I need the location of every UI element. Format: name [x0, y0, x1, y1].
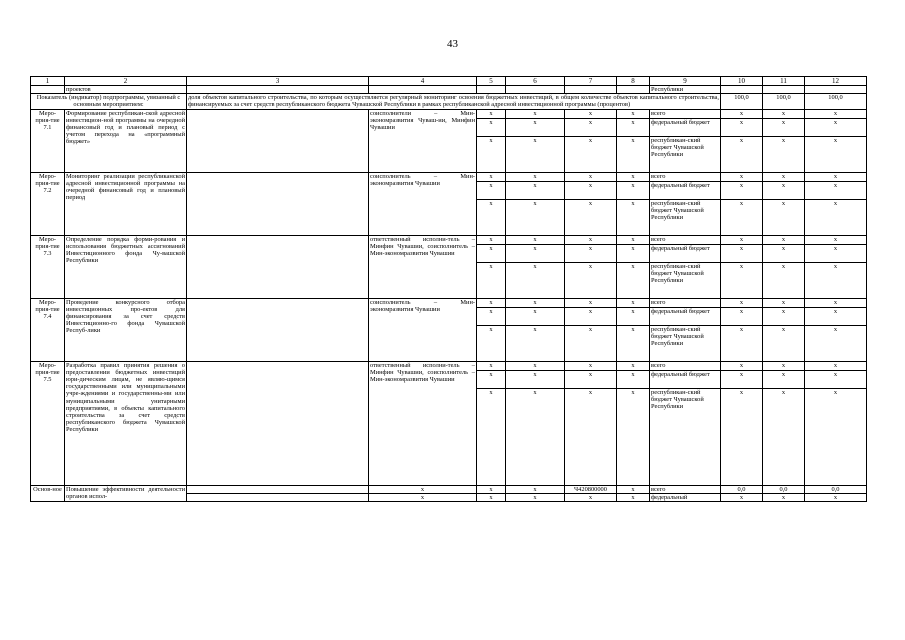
x-cell: x: [721, 262, 763, 298]
measure-number: Основ-ное: [31, 485, 65, 501]
x-cell: x: [805, 109, 867, 118]
x-cell: x: [805, 493, 867, 501]
x-cell: x: [477, 181, 506, 199]
measure-name: Определение порядка форми-рования и использования бюджетных ассигнований Инвестиционного фонда Чу-вашской Республики: [65, 235, 187, 298]
indicator-text: доля объектов капитального строительства, по которым осуществляется регулярный мониторинг освоения бюджетных инвестиций, в общем количестве объектов капитального строительства, финансируемых за счет средств республиканского бюджета Чувашской Республики в рамках республиканской адресной инвестиционной программы (процентов): [188, 94, 719, 109]
header-cell: 8: [617, 77, 650, 86]
measure-name: Повышение эффективности деятельности органов испол-: [66, 485, 185, 500]
funding-source: всего: [650, 172, 721, 181]
x-cell: x: [805, 325, 867, 361]
x-cell: x: [763, 388, 805, 485]
header-cell: 6: [506, 77, 565, 86]
x-cell: x: [721, 235, 763, 244]
funding-source: республикан-ский бюджет Чувашской Республики: [650, 262, 721, 298]
x-cell: x: [721, 244, 763, 262]
x-cell: x: [506, 235, 565, 244]
x-cell: x: [805, 235, 867, 244]
x-cell: x: [721, 325, 763, 361]
x-cell: x: [477, 493, 506, 501]
x-cell: x: [565, 307, 617, 325]
amount-cell: 0,0: [763, 485, 805, 493]
x-cell: x: [506, 298, 565, 307]
measure-name: Проведение конкурсного отбора инвестиционных про-ектов для финансирования за счет средств Инвестиционно-го фонда Чувашской Респуб-лики: [65, 298, 187, 361]
x-cell: x: [805, 181, 867, 199]
funding-source: федеральный: [650, 493, 721, 501]
header-cell: 11: [763, 77, 805, 86]
x-cell: x: [763, 235, 805, 244]
x-cell: x: [763, 325, 805, 361]
x-cell: x: [763, 199, 805, 235]
x-cell: x: [369, 485, 477, 493]
measure-row: [31, 109, 867, 118]
header-row: [31, 77, 867, 86]
x-cell: x: [565, 388, 617, 485]
amount-cell: 0,0: [721, 485, 763, 493]
x-cell: x: [617, 199, 650, 235]
x-cell: x: [617, 244, 650, 262]
indicator-value: 100,0: [721, 94, 763, 109]
x-cell: x: [506, 485, 565, 493]
x-cell: x: [565, 199, 617, 235]
x-cell: x: [477, 370, 506, 388]
x-cell: x: [477, 298, 506, 307]
x-cell: x: [506, 181, 565, 199]
x-cell: x: [506, 172, 565, 181]
x-cell: x: [506, 307, 565, 325]
measure-name: Формирование республикан-ской адресной инвестицион-ной программы на очередной финансовый год и плановый период с учетом перехода на «программный бюджет»: [65, 109, 187, 172]
x-cell: x: [617, 388, 650, 485]
x-cell: x: [565, 118, 617, 136]
x-cell: x: [763, 361, 805, 370]
x-cell: x: [565, 172, 617, 181]
indicator-value: 100,0: [805, 94, 867, 109]
header-cell: 7: [565, 77, 617, 86]
x-cell: x: [617, 361, 650, 370]
x-cell: x: [721, 298, 763, 307]
x-cell: x: [763, 172, 805, 181]
header-cell: 12: [805, 77, 867, 86]
x-cell: x: [617, 485, 650, 493]
x-cell: x: [506, 118, 565, 136]
header-cell: 5: [477, 77, 506, 86]
x-cell: x: [617, 181, 650, 199]
x-cell: x: [565, 262, 617, 298]
header-cell: 3: [187, 77, 369, 86]
x-cell: x: [763, 370, 805, 388]
x-cell: x: [477, 199, 506, 235]
x-cell: x: [763, 493, 805, 501]
measure-number: Меро-прия-тие 7.1: [31, 109, 65, 172]
x-cell: x: [477, 118, 506, 136]
x-cell: x: [565, 136, 617, 172]
header-cell: 2: [65, 77, 187, 86]
x-cell: x: [617, 136, 650, 172]
x-cell: x: [617, 172, 650, 181]
x-cell: x: [721, 109, 763, 118]
x-cell: x: [763, 244, 805, 262]
measure-name: Разработка правил принятия решения о предоставлении бюджетных инвестиций юри-дическим лицам, не являю-щимся государственными или муниципальными учре-ждениями и государственны-ми или муниципальными унитарными предприятиями, в объекты капитального строительства за счет средств республиканского бюджета Чувашской Республики: [65, 361, 187, 485]
x-cell: x: [506, 136, 565, 172]
x-cell: x: [506, 109, 565, 118]
header-cell: 1: [31, 77, 65, 86]
x-cell: x: [477, 361, 506, 370]
funding-source: республикан-ский бюджет Чувашской Республики: [650, 136, 721, 172]
x-cell: x: [805, 361, 867, 370]
x-cell: x: [477, 172, 506, 181]
x-cell: x: [369, 493, 477, 501]
x-cell: x: [721, 181, 763, 199]
x-cell: x: [763, 307, 805, 325]
indicator-value: 100,0: [763, 94, 805, 109]
header-cell: 9: [650, 77, 721, 86]
x-cell: x: [721, 136, 763, 172]
x-cell: x: [565, 493, 617, 501]
measure-executor: ответственный исполни-тель – Минфин Чувашии, соисполнитель – Мин-экономразвития Чувашии: [369, 361, 477, 485]
funding-source: всего: [650, 235, 721, 244]
measure-number: Меро-прия-тие 7.4: [31, 298, 65, 361]
x-cell: x: [477, 388, 506, 485]
x-cell: x: [721, 199, 763, 235]
x-cell: x: [565, 370, 617, 388]
funding-source: республикан-ский бюджет Чувашской Республики: [650, 199, 721, 235]
measure-executor: ответственный исполни-тель – Минфин Чувашии, соисполнитель – Мин-экономразвития Чувашии: [369, 235, 477, 298]
x-cell: x: [506, 325, 565, 361]
x-cell: x: [721, 118, 763, 136]
x-cell: x: [506, 199, 565, 235]
continuation-text: Республики: [650, 86, 721, 94]
x-cell: x: [617, 118, 650, 136]
measure-row: [31, 235, 867, 244]
x-cell: x: [763, 109, 805, 118]
indicator-row: [31, 94, 867, 109]
x-cell: x: [506, 493, 565, 501]
funding-source: всего: [650, 361, 721, 370]
x-cell: x: [763, 118, 805, 136]
measure-executor: соисполнитель – Мин-экономразвития Чувашии: [369, 172, 477, 235]
x-cell: x: [721, 307, 763, 325]
measure-executor: соисполнитель – Мин-экономразвития Чувашии: [369, 298, 477, 361]
funding-source: федеральный бюджет: [650, 370, 721, 388]
x-cell: x: [763, 136, 805, 172]
program-table: [30, 76, 867, 502]
x-cell: x: [763, 181, 805, 199]
measure-number: Меро-прия-тие 7.2: [31, 172, 65, 235]
continuation-text: проектов: [65, 86, 187, 94]
x-cell: x: [477, 307, 506, 325]
x-cell: x: [805, 307, 867, 325]
x-cell: x: [617, 298, 650, 307]
x-cell: x: [565, 298, 617, 307]
x-cell: x: [721, 370, 763, 388]
indicator-label: Показатель (индикатор) подпрограммы, увязанный с основным мероприятием:: [31, 94, 187, 109]
measure-executor: соисполнители – Мин-экономразвития Чуваш-ии, Минфин Чувашии: [369, 109, 477, 172]
x-cell: x: [763, 298, 805, 307]
x-cell: x: [617, 325, 650, 361]
x-cell: x: [565, 181, 617, 199]
measure-row: [31, 298, 867, 307]
x-cell: x: [565, 109, 617, 118]
x-cell: x: [477, 325, 506, 361]
x-cell: x: [721, 493, 763, 501]
continuation-row: [31, 86, 867, 94]
funding-source: всего: [650, 298, 721, 307]
x-cell: x: [805, 262, 867, 298]
x-cell: x: [477, 235, 506, 244]
header-cell: 4: [369, 77, 477, 86]
measure-row: [31, 172, 867, 181]
x-cell: x: [506, 262, 565, 298]
x-cell: x: [565, 325, 617, 361]
main-measure-row: [31, 485, 867, 493]
x-cell: x: [805, 388, 867, 485]
x-cell: x: [617, 235, 650, 244]
x-cell: x: [805, 370, 867, 388]
header-cell: 10: [721, 77, 763, 86]
funding-source: всего: [650, 485, 721, 493]
x-cell: x: [805, 136, 867, 172]
x-cell: x: [805, 172, 867, 181]
x-cell: x: [721, 361, 763, 370]
x-cell: x: [477, 109, 506, 118]
x-cell: x: [506, 388, 565, 485]
x-cell: x: [763, 262, 805, 298]
funding-source: республикан-ский бюджет Чувашской Республики: [650, 388, 721, 485]
x-cell: x: [721, 172, 763, 181]
funding-source: республикан-ский бюджет Чувашской Республики: [650, 325, 721, 361]
x-cell: x: [565, 361, 617, 370]
amount-cell: 0,0: [805, 485, 867, 493]
x-cell: x: [565, 244, 617, 262]
x-cell: x: [617, 109, 650, 118]
x-cell: x: [506, 370, 565, 388]
x-cell: x: [805, 244, 867, 262]
x-cell: x: [721, 388, 763, 485]
funding-source: федеральный бюджет: [650, 181, 721, 199]
x-cell: x: [617, 262, 650, 298]
budget-code: Ч420800000: [565, 485, 617, 493]
x-cell: x: [477, 136, 506, 172]
page-number: 43: [447, 38, 458, 50]
measure-number: Меро-прия-тие 7.3: [31, 235, 65, 298]
x-cell: x: [805, 298, 867, 307]
x-cell: x: [477, 244, 506, 262]
x-cell: x: [477, 262, 506, 298]
measure-row: [31, 361, 867, 370]
x-cell: x: [477, 485, 506, 493]
x-cell: x: [565, 235, 617, 244]
x-cell: x: [805, 118, 867, 136]
funding-source: федеральный бюджет: [650, 307, 721, 325]
x-cell: x: [506, 244, 565, 262]
measure-number: Меро-прия-тие 7.5: [31, 361, 65, 485]
measure-name: Мониторинг реализации республиканской адресной инвестиционной программы на очередной финансовый год и плановый период: [65, 172, 187, 235]
x-cell: x: [506, 361, 565, 370]
funding-source: всего: [650, 109, 721, 118]
funding-source: федеральный бюджет: [650, 118, 721, 136]
x-cell: x: [805, 199, 867, 235]
x-cell: x: [617, 493, 650, 501]
funding-source: федеральный бюджет: [650, 244, 721, 262]
x-cell: x: [617, 370, 650, 388]
x-cell: x: [617, 307, 650, 325]
